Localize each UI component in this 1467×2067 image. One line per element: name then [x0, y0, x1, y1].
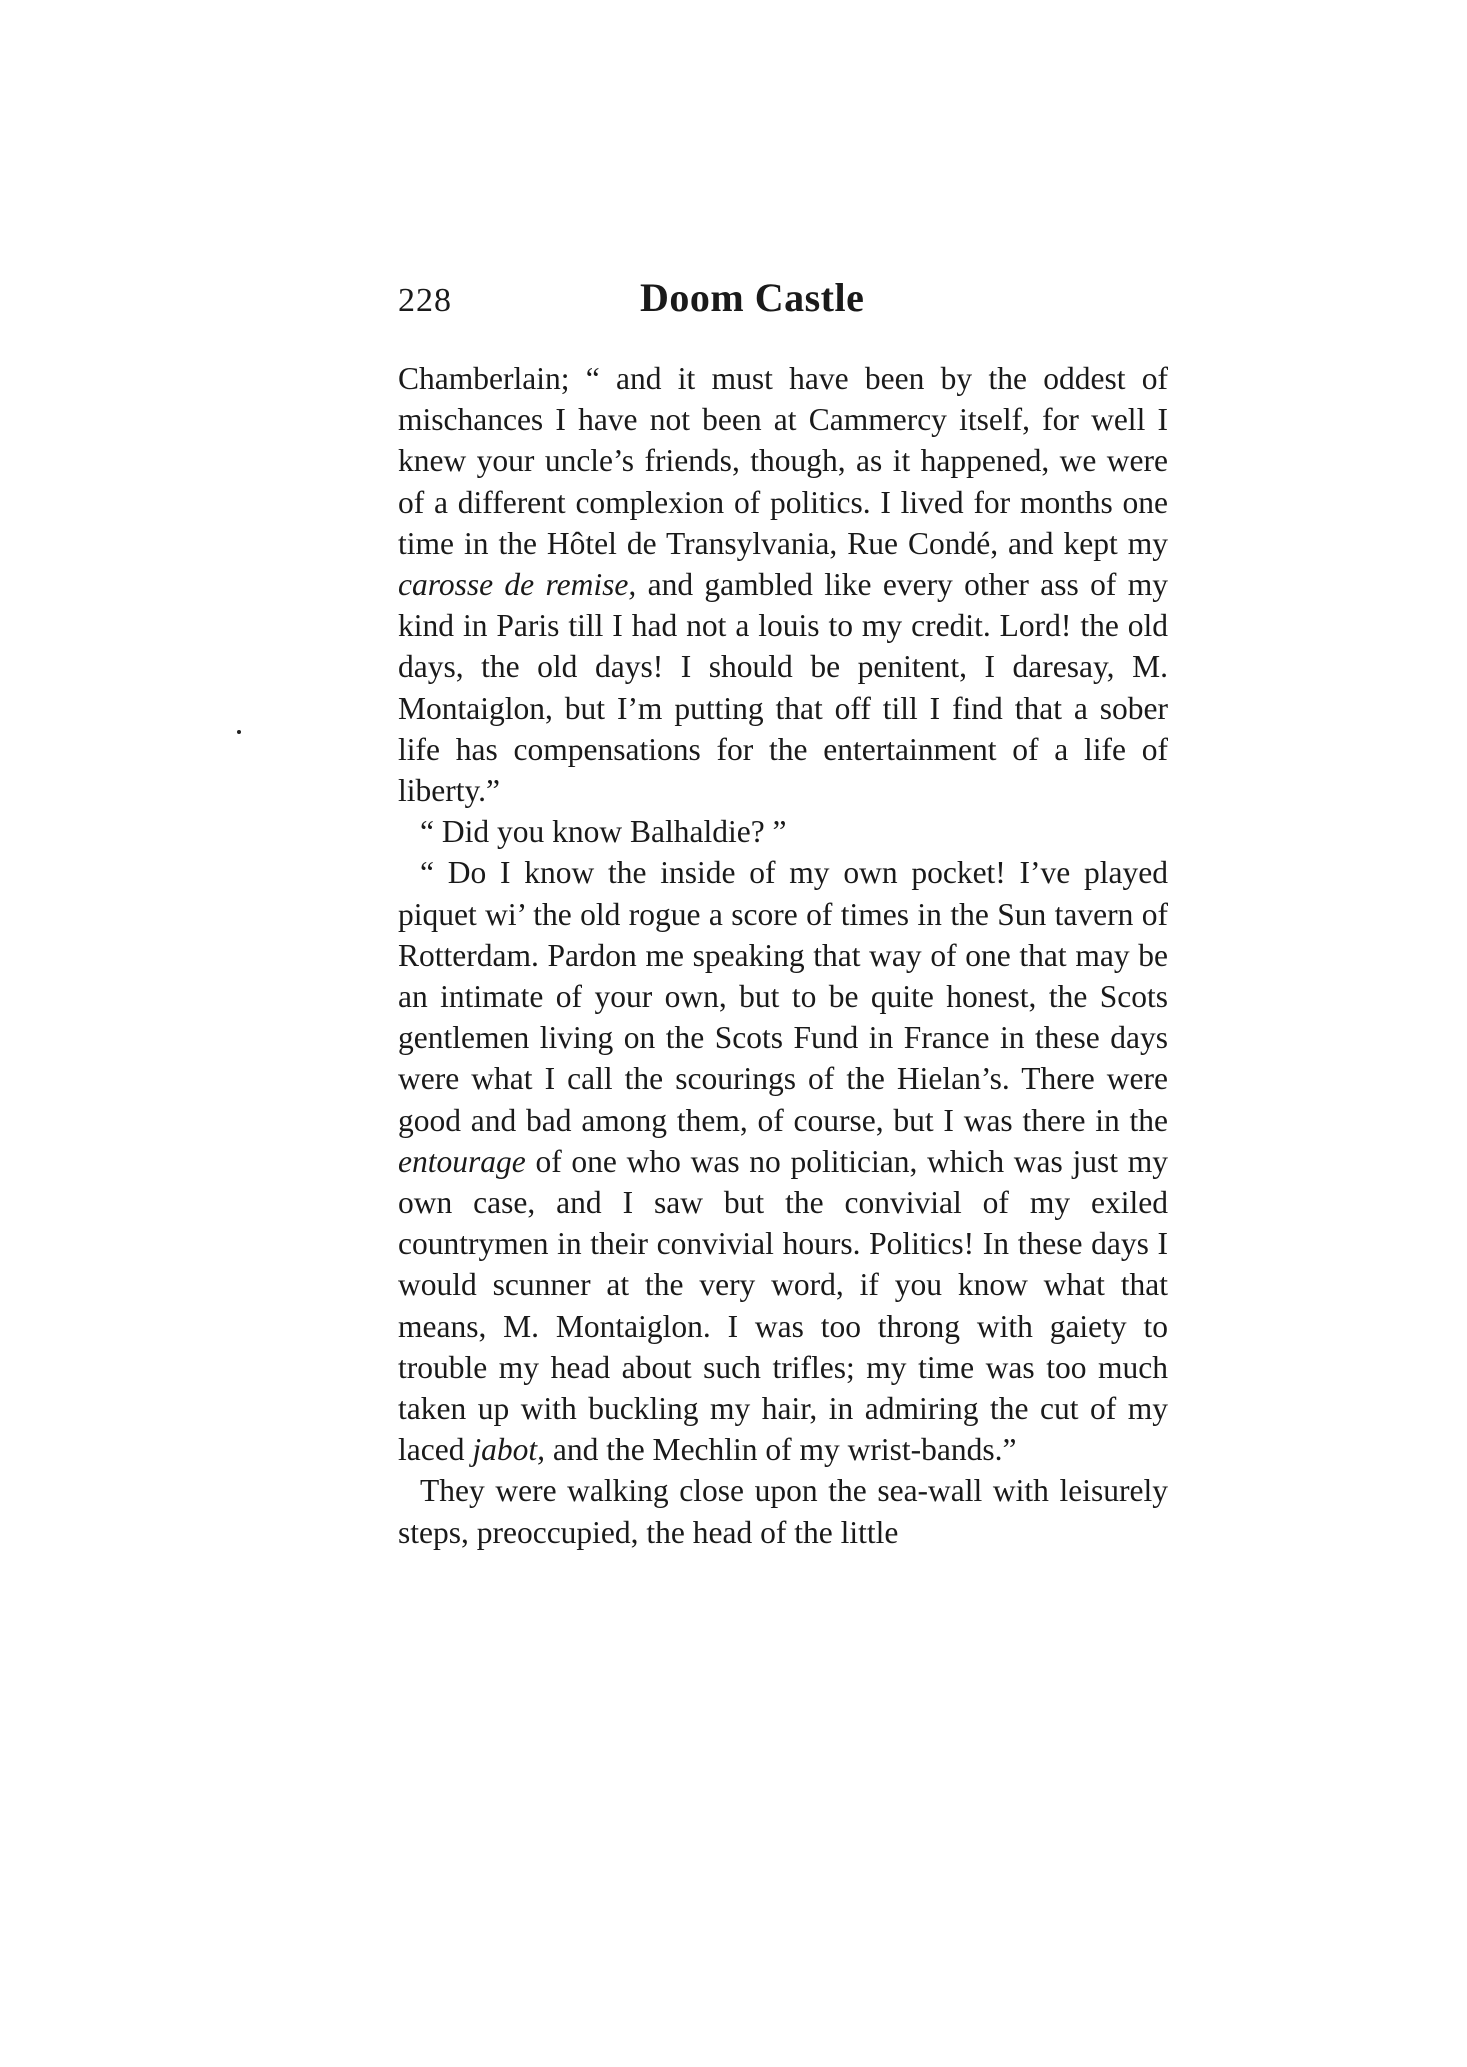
paragraph-3-italic-1: entourage: [398, 1143, 526, 1179]
paragraph-1-text-b: and gambled like every other ass of my kind in Paris till I had not a louis to my credit. Lord! the old days, the old days! I should be penitent, I daresay, M. Montaiglon, but I’m putting that off till I find that a sober life has compensations for the entertainment of a life of liberty.”: [398, 567, 1168, 809]
paragraph-3: [398, 852, 1168, 1470]
paragraph-3-text-b: of one who was no politician, which was just my own case, and I saw but the convivial of my exiled countrymen in their convivial hours. Politics! In these days I would scunner at the very word, if you know what that means, M. Montaiglon. I was too throng with gaiety to trouble my head about such trifles; my time was too much taken up with buckling my hair, in admiring the cut of my laced: [398, 1143, 1168, 1468]
paragraph-1-text-a: Chamberlain; “ and it must have been by the oddest of mischances I have not been at Cammercy itself, for well I knew your uncle’s friends, though, as it happened, we were of a different complexion of politics. I lived for months one time in the Hôtel de Transylvania, Rue Condé, and kept my: [398, 361, 1168, 561]
paragraph-2: “ Did you know Balhaldie? ”: [420, 814, 787, 850]
stray-ink-mark: [237, 730, 241, 734]
paragraph-4: They were walking close upon the sea-wall with leisurely steps, preoccupied, the head of the little: [398, 1473, 1168, 1550]
running-head: [398, 274, 1168, 334]
paragraph-1-italic-1: carosse de remise,: [398, 567, 637, 603]
body-text: [398, 358, 1168, 1553]
page-number: 228: [398, 282, 452, 319]
book-title: Doom Castle: [640, 275, 865, 320]
paragraph-3-text-a: “ Do I know the inside of my own pocket! I’ve played piquet wi’ the old rogue a score of times in the Sun tavern of Rotterdam. Pardon me speaking that way of one that may be an intimate of your own, but to be quite honest, the Scots gentlemen living on the Scots Fund in France in these days were what I call the scourings of the Hielan’s. There were good and bad among them, of course, but I was there in the: [398, 855, 1168, 1138]
paragraph-3-text-c: and the Mechlin of my wrist-bands.”: [544, 1432, 1017, 1468]
paragraph-3-italic-2: jabot,: [472, 1432, 545, 1468]
paragraph-1: [398, 358, 1168, 811]
